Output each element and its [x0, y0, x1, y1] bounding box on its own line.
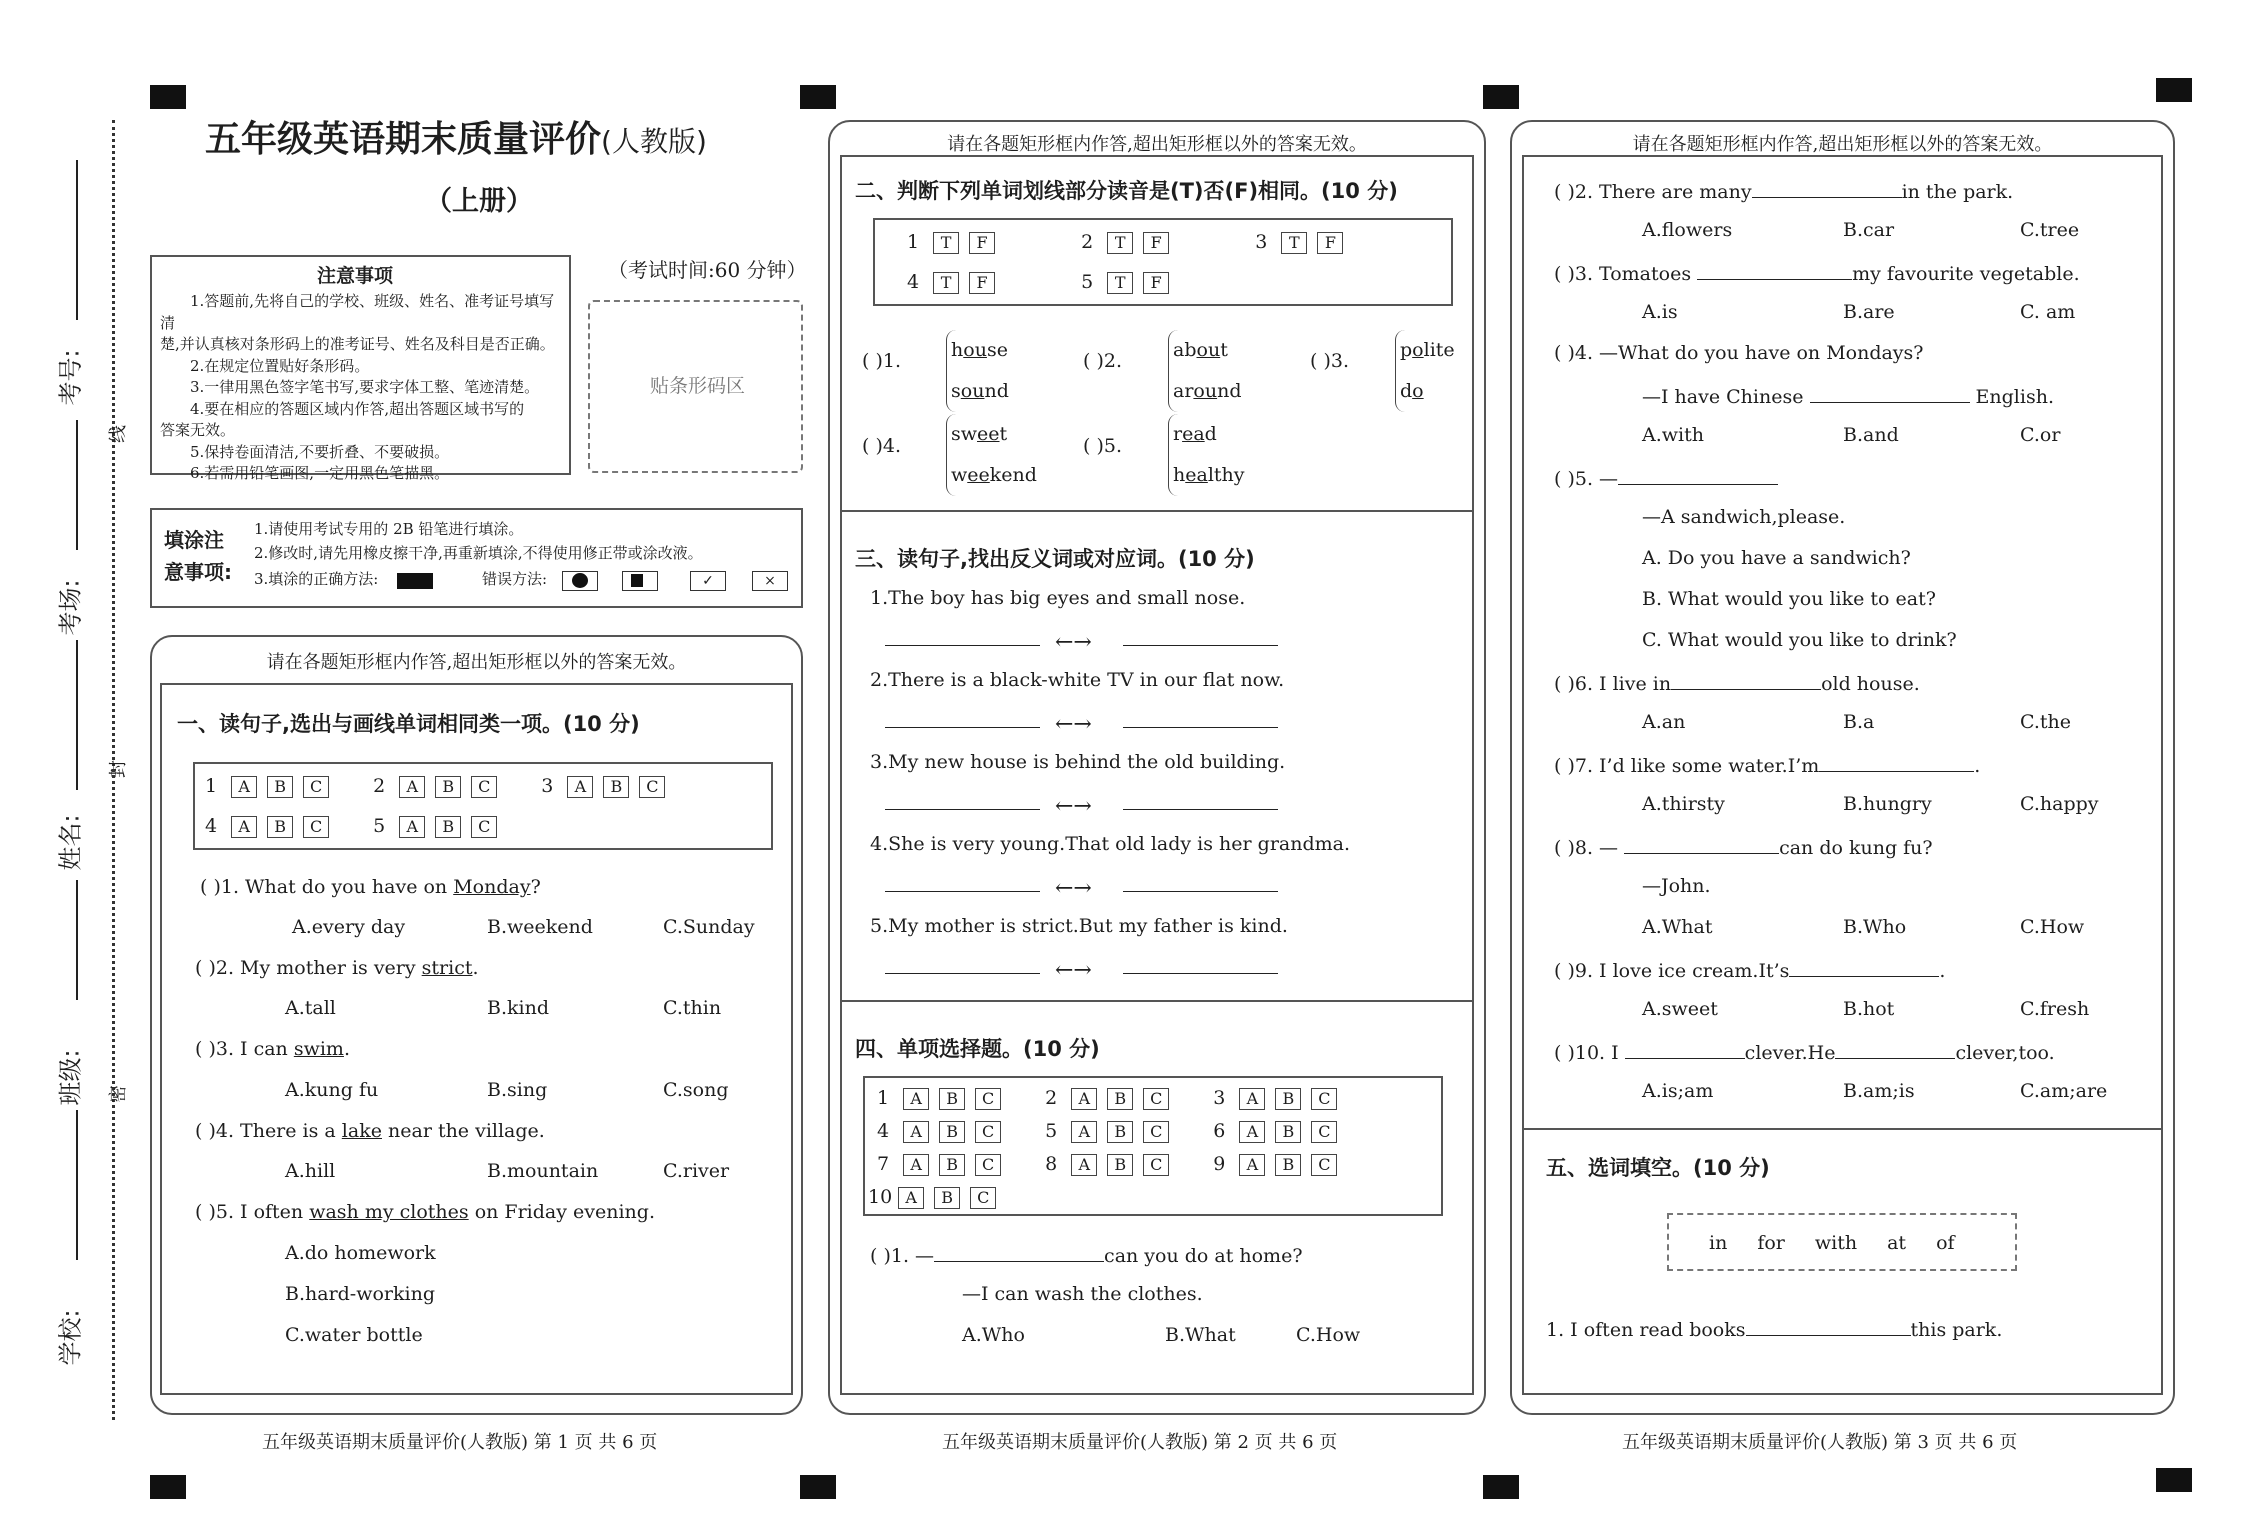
option-b: B.weekend [487, 916, 593, 938]
answer-blank[interactable] [1625, 1041, 1745, 1059]
answer-blank[interactable] [1671, 672, 1821, 690]
option-box-c[interactable]: C [975, 1154, 1001, 1176]
option-box-b[interactable]: B [267, 776, 293, 798]
s4-question-1: ( )1. — can you do at home? [870, 1245, 1303, 1267]
answer-line[interactable] [1123, 809, 1278, 810]
option-box-a[interactable]: A [903, 1088, 929, 1110]
option-a: A.an [1642, 711, 1686, 733]
option-c: C. am [2020, 301, 2076, 323]
option-box-b[interactable]: B [939, 1154, 965, 1176]
option-box-a[interactable]: A [399, 776, 425, 798]
notice-item: 楚,并认真核对条形码上的准考证号、姓名及科目是否正确。 [160, 335, 555, 353]
fill-notice-label-2: 意事项: [164, 560, 232, 584]
s4-question-6: ( )6. I live in old house. [1554, 673, 1920, 695]
word-pair: house sound [946, 330, 1009, 412]
label-banji: 班级: [56, 1049, 85, 1106]
option-box-a[interactable]: A [1071, 1088, 1097, 1110]
answer-row: 1 T F 2 T F 3 T F [907, 232, 1343, 254]
s4-question-8-line2: —John. [1642, 875, 1711, 897]
section4-title: 四、单项选择题。(10 分) [855, 1037, 1100, 1061]
answer-line[interactable] [885, 891, 1040, 892]
word-option: with [1814, 1232, 1858, 1254]
option-box-c[interactable]: C [975, 1088, 1001, 1110]
true-box[interactable]: T [1107, 232, 1133, 254]
question-3: ( )3. I can swim. [195, 1038, 350, 1060]
option-b: B. What would you like to eat? [1642, 588, 1936, 610]
true-box[interactable]: T [1281, 232, 1307, 254]
option-b: B.mountain [487, 1160, 599, 1182]
option-box-a[interactable]: A [898, 1187, 924, 1209]
answer-row: 1 A B C 2 A B C 3 A B C [205, 776, 665, 798]
option-box-c[interactable]: C [1311, 1121, 1337, 1143]
double-arrow-icon: ←→ [1055, 794, 1092, 819]
fill-notice-wrong: 错误方法: [482, 570, 548, 588]
option-c: C.song [663, 1079, 729, 1101]
option-b: B.are [1843, 301, 1895, 323]
fill-notice-label-1: 填涂注 [164, 528, 224, 552]
sentence-4: 4.She is very young.That old lady is her grandma. [870, 833, 1351, 855]
fill-notice-line-2: 2.修改时,请先用橡皮擦干净,再重新填涂,不得使用修正带或涂改液。 [254, 544, 703, 562]
notice-item: 6.若需用铅笔画图,一定用黑色笔描黑。 [190, 464, 450, 482]
word-pair: sweet weekend [946, 414, 1037, 496]
wrong-mark-partial [622, 571, 658, 591]
sentence-2: 2.There is a black-white TV in our flat now. [870, 669, 1285, 691]
option-a: A.Who [962, 1324, 1025, 1346]
pronunciation-item-2: ( )2. [1083, 350, 1122, 372]
option-box-a[interactable]: A [231, 776, 257, 798]
label-xuexiao: 学校: [56, 1309, 85, 1366]
option-c: C.or [2020, 424, 2061, 446]
answer-row: 1 A B C 2 A B C 3 A B C [877, 1088, 1337, 1110]
barcode-label: 贴条形码区 [650, 375, 746, 397]
option-box-b[interactable]: B [435, 816, 461, 838]
word-bank [1667, 1213, 2017, 1271]
option-box-b[interactable]: B [603, 776, 629, 798]
pronunciation-item-5: ( )5. [1083, 435, 1122, 457]
option-a: A.do homework [285, 1242, 436, 1264]
word-option: at [1887, 1232, 1907, 1254]
option-b: B.car [1843, 219, 1895, 241]
option-a: A.is;am [1642, 1080, 1714, 1102]
true-box[interactable]: T [1107, 272, 1133, 294]
answer-blank[interactable] [1819, 754, 1974, 772]
option-a: A.kung fu [285, 1079, 379, 1101]
word-pair: about around [1168, 330, 1242, 412]
answer-note: 请在各题矩形框内作答,超出矩形框以外的答案无效。 [1632, 134, 2053, 155]
section2-answer-grid [873, 218, 1453, 306]
section3-title: 三、读句子,找出反义词或对应词。(10 分) [855, 547, 1255, 571]
answer-line[interactable] [885, 973, 1040, 974]
s4-question-8: ( )8. — can do kung fu? [1554, 837, 1933, 859]
answer-line[interactable] [885, 645, 1040, 646]
wrong-mark-circle [562, 571, 598, 591]
label-kaochang: 考场: [56, 579, 85, 636]
answer-line[interactable] [1123, 727, 1278, 728]
option-a: A.every day [292, 916, 406, 938]
option-a: A.flowers [1642, 219, 1733, 241]
option-box-c[interactable]: C [471, 816, 497, 838]
answer-blank[interactable] [1835, 1041, 1955, 1059]
option-box-b[interactable]: B [1107, 1088, 1133, 1110]
answer-row: 4 T F 5 T F [907, 272, 1169, 294]
page-title: 五年级英语期末质量评价(人教版) [205, 119, 707, 160]
pronunciation-item-3: ( )3. [1310, 350, 1349, 372]
double-arrow-icon: ←→ [1055, 876, 1092, 901]
registration-mark [1483, 85, 1519, 109]
answer-line[interactable] [885, 809, 1040, 810]
option-b: B.sing [487, 1079, 548, 1101]
registration-mark [150, 85, 186, 109]
binding-label-xian: 线 [108, 425, 129, 443]
answer-line[interactable] [885, 727, 1040, 728]
word-option: for [1757, 1232, 1785, 1254]
field-line-banji[interactable] [76, 1110, 78, 1260]
option-c: C.river [663, 1160, 730, 1182]
s4-question-3: ( )3. Tomatoes my favourite vegetable. [1554, 263, 2080, 285]
answer-blank[interactable] [1624, 836, 1779, 854]
option-a: A.What [1642, 916, 1713, 938]
option-b: B.What [1165, 1324, 1236, 1346]
answer-row: 10 A B C [868, 1187, 996, 1209]
option-a: A.sweet [1642, 998, 1718, 1020]
section2-title: 二、判断下列单词划线部分读音是(T)否(F)相同。(10 分) [855, 179, 1398, 203]
false-box[interactable]: F [1317, 232, 1343, 254]
field-line-kaochang-2[interactable] [76, 640, 78, 790]
option-c: C.How [2020, 916, 2085, 938]
option-c: C.water bottle [285, 1324, 423, 1346]
option-box-c[interactable]: C [471, 776, 497, 798]
s4-question-5: ( )5. — [1554, 467, 1778, 489]
option-a: A. Do you have a sandwich? [1642, 547, 1911, 569]
double-arrow-icon: ←→ [1055, 630, 1092, 655]
section1-answer-grid [193, 762, 773, 850]
option-box-b[interactable]: B [1275, 1121, 1301, 1143]
registration-mark [1483, 1475, 1519, 1499]
answer-line[interactable] [1123, 645, 1278, 646]
registration-mark [2156, 1468, 2192, 1492]
option-c: C.How [1296, 1324, 1361, 1346]
false-box[interactable]: F [969, 232, 995, 254]
option-box-c[interactable]: C [1311, 1154, 1337, 1176]
answer-blank[interactable] [1618, 467, 1778, 485]
option-box-a[interactable]: A [1239, 1154, 1265, 1176]
s4-question-5-line2: —A sandwich,please. [1642, 506, 1846, 528]
registration-mark [150, 1475, 186, 1499]
option-box-a[interactable]: A [1071, 1154, 1097, 1176]
question-4: ( )4. There is a lake near the village. [195, 1120, 545, 1142]
option-c: C.Sunday [663, 916, 755, 938]
word-bank-words [1709, 1234, 1955, 1253]
section-divider [1522, 1128, 2163, 1130]
s4-question-4: ( )4. —What do you have on Mondays? [1554, 342, 1924, 364]
answer-line[interactable] [1123, 891, 1278, 892]
answer-line[interactable] [1123, 973, 1278, 974]
correct-mark-sample [397, 573, 433, 589]
page-footer-1: 五年级英语期末质量评价(人教版) 第 1 页 共 6 页 [262, 1432, 658, 1453]
word-option: of [1936, 1232, 1955, 1254]
section-divider [840, 510, 1474, 512]
option-box-b[interactable]: B [1275, 1088, 1301, 1110]
page-footer-2: 五年级英语期末质量评价(人教版) 第 2 页 共 6 页 [942, 1432, 1338, 1453]
option-box-a[interactable]: A [567, 776, 593, 798]
option-b: B.and [1843, 424, 1899, 446]
word-pair: polite do [1395, 330, 1455, 412]
option-box-c[interactable]: C [1311, 1088, 1337, 1110]
notice-item: 2.在规定位置贴好条形码。 [190, 356, 370, 375]
option-box-a[interactable]: A [231, 816, 257, 838]
fill-notice-line-3: 3.填涂的正确方法: [254, 570, 379, 588]
false-box[interactable]: F [1143, 232, 1169, 254]
question-2: ( )2. My mother is very strict. [195, 957, 479, 979]
option-a: A.with [1642, 424, 1704, 446]
option-b: B.hot [1843, 998, 1895, 1020]
notice-item: 1.答题前,先将自己的学校、班级、姓名、准考证号填写清 [160, 292, 555, 332]
option-c: C.thin [663, 997, 722, 1019]
option-c: C.tree [2020, 219, 2080, 241]
false-box[interactable]: F [969, 272, 995, 294]
section4-answer-grid [863, 1076, 1443, 1216]
option-box-a[interactable]: A [1239, 1088, 1265, 1110]
field-line-kaohao[interactable] [76, 160, 78, 320]
label-xingming: 姓名: [56, 814, 85, 871]
option-box-a[interactable]: A [903, 1121, 929, 1143]
option-box-c[interactable]: C [970, 1187, 996, 1209]
answer-note: 请在各题矩形框内作答,超出矩形框以外的答案无效。 [266, 652, 687, 673]
answer-blank[interactable] [1752, 180, 1902, 198]
s5-question-1: 1. I often read books this park. [1546, 1319, 2003, 1341]
false-box[interactable]: F [1143, 272, 1169, 294]
registration-mark [800, 1475, 836, 1499]
notice-box [150, 255, 571, 482]
option-a: A.hill [285, 1160, 336, 1182]
sentence-1: 1.The boy has big eyes and small nose. [870, 587, 1246, 609]
option-a: A.thirsty [1642, 793, 1725, 815]
option-box-c[interactable]: C [303, 776, 329, 798]
s4-question-9: ( )9. I love ice cream.It’s . [1554, 960, 1946, 982]
s4-question-7: ( )7. I’d like some water.I’m . [1554, 755, 1981, 777]
true-box[interactable]: T [933, 232, 959, 254]
option-box-a[interactable]: A [903, 1154, 929, 1176]
registration-mark [800, 85, 836, 109]
option-box-a[interactable]: A [1071, 1121, 1097, 1143]
option-c: C. What would you like to drink? [1642, 629, 1957, 651]
s4-question-1-line2: —I can wash the clothes. [962, 1283, 1203, 1305]
double-arrow-icon: ←→ [1055, 958, 1092, 983]
sentence-5: 5.My mother is strict.But my father is kind. [870, 915, 1288, 937]
wrong-mark-cross: × [752, 571, 788, 591]
notice-item: 答案无效。 [160, 421, 236, 439]
question-5: ( )5. I often wash my clothes on Friday evening. [195, 1201, 655, 1223]
label-kaohao: 考号: [56, 349, 85, 406]
answer-row: 7 A B C 8 A B C 9 A B C [877, 1154, 1337, 1176]
word-pair: read healthy [1168, 414, 1245, 496]
double-arrow-icon: ←→ [1055, 712, 1092, 737]
option-box-c[interactable]: C [639, 776, 665, 798]
option-a: A.tall [285, 997, 336, 1019]
true-box[interactable]: T [933, 272, 959, 294]
option-box-b[interactable]: B [1275, 1154, 1301, 1176]
notice-title: 注意事项 [317, 265, 394, 287]
field-line-kaochang[interactable] [76, 420, 78, 550]
question-1: ( )1. What do you have on Monday? [200, 876, 541, 898]
answer-blank[interactable] [1746, 1318, 1911, 1336]
s4-question-10: ( )10. I clever.He clever,too. [1554, 1042, 2055, 1064]
notice-items [160, 291, 560, 485]
answer-blank[interactable] [1697, 262, 1852, 280]
wrong-mark-check: ✓ [690, 571, 726, 591]
option-box-b[interactable]: B [939, 1088, 965, 1110]
pronunciation-item-4: ( )4. [862, 435, 901, 457]
option-box-c[interactable]: C [1143, 1121, 1169, 1143]
section-divider [840, 1000, 1474, 1002]
field-line-xingming[interactable] [76, 880, 78, 1000]
option-b: B.hard-working [285, 1283, 436, 1305]
volume-label: （上册） [425, 186, 533, 217]
option-box-c[interactable]: C [1143, 1154, 1169, 1176]
registration-mark [2156, 78, 2192, 102]
answer-note: 请在各题矩形框内作答,超出矩形框以外的答案无效。 [947, 134, 1367, 155]
option-box-c[interactable]: C [975, 1121, 1001, 1143]
exam-time: （考试时间:60 分钟） [608, 258, 807, 282]
option-b: B.hungry [1843, 793, 1932, 815]
option-c: C.happy [2020, 793, 2099, 815]
s4-question-2: ( )2. There are many in the park. [1554, 181, 2014, 203]
word-option: in [1709, 1232, 1728, 1254]
notice-item: 4.要在相应的答题区域内作答,超出答题区域书写的 [190, 399, 525, 418]
option-c: C.am;are [2020, 1080, 2108, 1102]
option-box-a[interactable]: A [399, 816, 425, 838]
option-box-b[interactable]: B [934, 1187, 960, 1209]
section5-title: 五、选词填空。(10 分) [1546, 1156, 1770, 1180]
option-c: C.the [2020, 711, 2072, 733]
fill-notice-line-1: 1.请使用考试专用的 2B 铅笔进行填涂。 [254, 520, 524, 538]
option-box-b[interactable]: B [267, 816, 293, 838]
option-b: B.a [1843, 711, 1875, 733]
pronunciation-item-1: ( )1. [862, 350, 901, 372]
option-c: C.fresh [2020, 998, 2090, 1020]
option-box-b[interactable]: B [435, 776, 461, 798]
sentence-3: 3.My new house is behind the old building. [870, 751, 1286, 773]
notice-item: 3.一律用黑色签字笔书写,要求字体工整、笔迹清楚。 [190, 378, 540, 396]
page-footer-3: 五年级英语期末质量评价(人教版) 第 3 页 共 6 页 [1622, 1432, 2018, 1453]
binding-label-feng: 封 [108, 760, 129, 778]
option-b: B.kind [487, 997, 549, 1019]
option-b: B.Who [1843, 916, 1907, 938]
answer-blank[interactable] [1810, 385, 1970, 403]
option-box-c[interactable]: C [303, 816, 329, 838]
answer-row: 4 A B C 5 A B C [205, 816, 497, 838]
option-box-b[interactable]: B [1107, 1154, 1133, 1176]
option-b: B.am;is [1843, 1080, 1915, 1102]
answer-blank[interactable] [934, 1244, 1104, 1262]
answer-row: 4 A B C 5 A B C 6 A B C [877, 1121, 1337, 1143]
fill-notice-box [150, 508, 803, 608]
option-box-b[interactable]: B [939, 1121, 965, 1143]
section1-title: 一、读句子,选出与画线单词相同类一项。(10 分) [177, 712, 640, 736]
binding-label-mi: 密 [108, 1085, 129, 1103]
answer-blank[interactable] [1789, 959, 1939, 977]
barcode-area[interactable] [588, 300, 803, 473]
option-box-b[interactable]: B [1107, 1121, 1133, 1143]
option-box-a[interactable]: A [1239, 1121, 1265, 1143]
option-box-c[interactable]: C [1143, 1088, 1169, 1110]
s4-question-4-line2: —I have Chinese English. [1642, 386, 2054, 408]
notice-item: 5.保持卷面清洁,不要折叠、不要破损。 [190, 442, 450, 461]
option-a: A.is [1642, 301, 1678, 323]
